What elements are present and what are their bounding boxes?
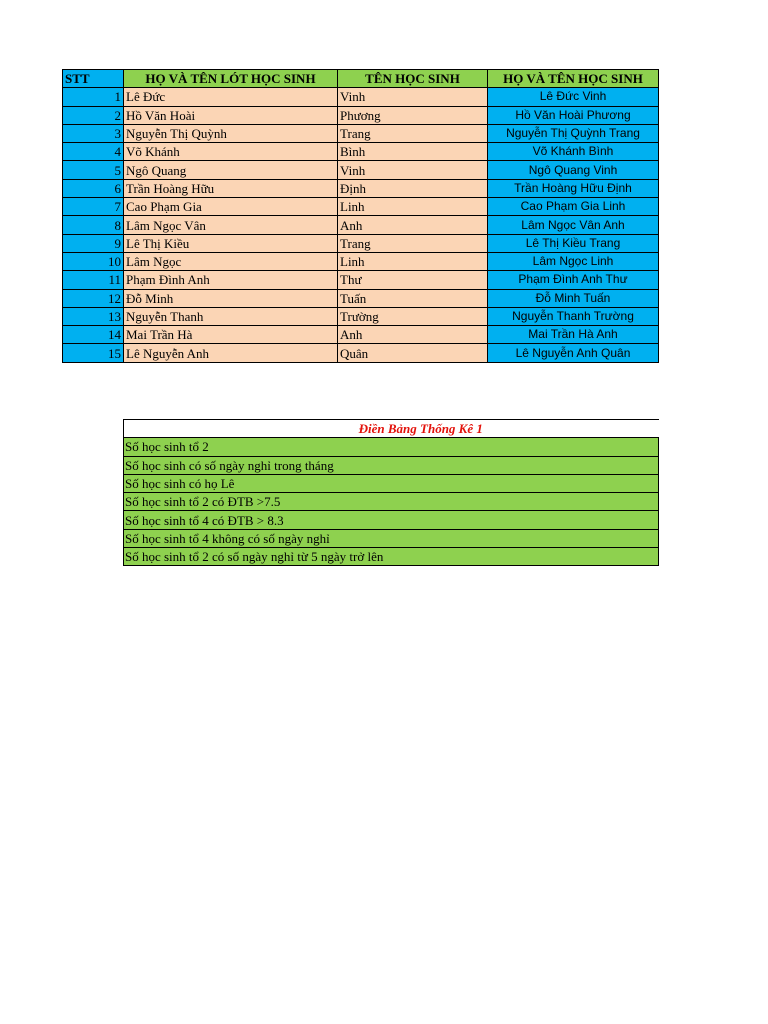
full-name-cell[interactable]: Nguyễn Thị Quỳnh Trang bbox=[488, 124, 659, 142]
first-name-cell[interactable]: Trang bbox=[338, 234, 488, 252]
stats-title-row bbox=[124, 420, 659, 438]
header-row bbox=[63, 70, 659, 88]
table-row bbox=[63, 161, 659, 179]
middle-name-cell[interactable]: Lê Nguyễn Anh bbox=[124, 344, 338, 362]
header-middle-name[interactable]: HỌ VÀ TÊN LÓT HỌC SINH bbox=[124, 70, 338, 88]
stt-cell[interactable]: 8 bbox=[63, 216, 124, 234]
student-table bbox=[62, 69, 659, 363]
first-name-cell[interactable]: Vinh bbox=[338, 88, 488, 106]
full-name-cell[interactable]: Đỗ Minh Tuấn bbox=[488, 289, 659, 307]
full-name-cell[interactable]: Ngô Quang Vinh bbox=[488, 161, 659, 179]
stt-cell[interactable]: 10 bbox=[63, 252, 124, 270]
stats-row bbox=[124, 493, 659, 511]
stats-item-cell[interactable]: Số học sinh tổ 2 có ĐTB >7.5 bbox=[124, 493, 659, 511]
stt-cell[interactable]: 5 bbox=[63, 161, 124, 179]
stt-cell[interactable]: 9 bbox=[63, 234, 124, 252]
header-first-name[interactable]: TÊN HỌC SINH bbox=[338, 70, 488, 88]
stats-row bbox=[124, 474, 659, 492]
table-row bbox=[63, 307, 659, 325]
full-name-cell[interactable]: Trần Hoàng Hữu Định bbox=[488, 179, 659, 197]
stt-cell[interactable]: 4 bbox=[63, 143, 124, 161]
stats-table bbox=[123, 419, 659, 566]
stt-cell[interactable]: 12 bbox=[63, 289, 124, 307]
middle-name-cell[interactable]: Mai Trần Hà bbox=[124, 326, 338, 344]
table-row bbox=[63, 143, 659, 161]
stats-row bbox=[124, 438, 659, 456]
table-row bbox=[63, 271, 659, 289]
stats-item-cell[interactable]: Số học sinh có số ngày nghỉ trong tháng bbox=[124, 456, 659, 474]
stats-table-body bbox=[124, 420, 659, 566]
full-name-cell[interactable]: Nguyễn Thanh Trường bbox=[488, 307, 659, 325]
stt-cell[interactable]: 11 bbox=[63, 271, 124, 289]
first-name-cell[interactable]: Phương bbox=[338, 106, 488, 124]
first-name-cell[interactable]: Định bbox=[338, 179, 488, 197]
middle-name-cell[interactable]: Đỗ Minh bbox=[124, 289, 338, 307]
table-row bbox=[63, 88, 659, 106]
middle-name-cell[interactable]: Lê Thị Kiều bbox=[124, 234, 338, 252]
middle-name-cell[interactable]: Nguyễn Thị Quỳnh bbox=[124, 124, 338, 142]
full-name-cell[interactable]: Lê Thị Kiều Trang bbox=[488, 234, 659, 252]
stt-cell[interactable]: 7 bbox=[63, 198, 124, 216]
stats-item-cell[interactable]: Số học sinh tổ 4 không có số ngày nghỉ bbox=[124, 529, 659, 547]
stats-item-cell[interactable]: Số học sinh tổ 2 có số ngày nghỉ từ 5 ngày trở lên bbox=[124, 548, 659, 566]
full-name-cell[interactable]: Lâm Ngọc Linh bbox=[488, 252, 659, 270]
stt-cell[interactable]: 13 bbox=[63, 307, 124, 325]
first-name-cell[interactable]: Anh bbox=[338, 326, 488, 344]
stats-row bbox=[124, 548, 659, 566]
stt-cell[interactable]: 3 bbox=[63, 124, 124, 142]
first-name-cell[interactable]: Vinh bbox=[338, 161, 488, 179]
middle-name-cell[interactable]: Ngô Quang bbox=[124, 161, 338, 179]
header-stt[interactable]: STT bbox=[63, 70, 124, 88]
full-name-cell[interactable]: Mai Trần Hà Anh bbox=[488, 326, 659, 344]
stt-cell[interactable]: 2 bbox=[63, 106, 124, 124]
first-name-cell[interactable]: Bình bbox=[338, 143, 488, 161]
middle-name-cell[interactable]: Hồ Văn Hoài bbox=[124, 106, 338, 124]
full-name-cell[interactable]: Võ Khánh Bình bbox=[488, 143, 659, 161]
first-name-cell[interactable]: Trường bbox=[338, 307, 488, 325]
middle-name-cell[interactable]: Cao Phạm Gia bbox=[124, 198, 338, 216]
first-name-cell[interactable]: Quân bbox=[338, 344, 488, 362]
table-row bbox=[63, 216, 659, 234]
stt-cell[interactable]: 1 bbox=[63, 88, 124, 106]
middle-name-cell[interactable]: Phạm Đình Anh bbox=[124, 271, 338, 289]
stats-row bbox=[124, 511, 659, 529]
full-name-cell[interactable]: Hồ Văn Hoài Phương bbox=[488, 106, 659, 124]
stats-item-cell[interactable]: Số học sinh tổ 2 bbox=[124, 438, 659, 456]
stats-row bbox=[124, 456, 659, 474]
full-name-cell[interactable]: Cao Phạm Gia Linh bbox=[488, 198, 659, 216]
full-name-cell[interactable]: Lê Nguyễn Anh Quân bbox=[488, 344, 659, 362]
table-row bbox=[63, 198, 659, 216]
table-row bbox=[63, 326, 659, 344]
middle-name-cell[interactable]: Lê Đức bbox=[124, 88, 338, 106]
table-row bbox=[63, 124, 659, 142]
middle-name-cell[interactable]: Võ Khánh bbox=[124, 143, 338, 161]
middle-name-cell[interactable]: Trần Hoàng Hữu bbox=[124, 179, 338, 197]
student-table-body bbox=[63, 88, 659, 362]
stt-cell[interactable]: 14 bbox=[63, 326, 124, 344]
middle-name-cell[interactable]: Nguyễn Thanh bbox=[124, 307, 338, 325]
full-name-cell[interactable]: Phạm Đình Anh Thư bbox=[488, 271, 659, 289]
header-full-name[interactable]: HỌ VÀ TÊN HỌC SINH bbox=[488, 70, 659, 88]
first-name-cell[interactable]: Linh bbox=[338, 252, 488, 270]
first-name-cell[interactable]: Tuấn bbox=[338, 289, 488, 307]
stt-cell[interactable]: 6 bbox=[63, 179, 124, 197]
stats-item-cell[interactable]: Số học sinh tổ 4 có ĐTB > 8.3 bbox=[124, 511, 659, 529]
full-name-cell[interactable]: Lê Đức Vinh bbox=[488, 88, 659, 106]
stats-title[interactable]: Điền Bảng Thống Kê 1 bbox=[124, 420, 659, 438]
table-row bbox=[63, 344, 659, 362]
first-name-cell[interactable]: Thư bbox=[338, 271, 488, 289]
table-row bbox=[63, 179, 659, 197]
stats-row bbox=[124, 529, 659, 547]
middle-name-cell[interactable]: Lâm Ngọc bbox=[124, 252, 338, 270]
stats-item-cell[interactable]: Số học sinh có họ Lê bbox=[124, 474, 659, 492]
first-name-cell[interactable]: Trang bbox=[338, 124, 488, 142]
middle-name-cell[interactable]: Lâm Ngọc Vân bbox=[124, 216, 338, 234]
first-name-cell[interactable]: Linh bbox=[338, 198, 488, 216]
stt-cell[interactable]: 15 bbox=[63, 344, 124, 362]
table-row bbox=[63, 289, 659, 307]
first-name-cell[interactable]: Anh bbox=[338, 216, 488, 234]
table-row bbox=[63, 252, 659, 270]
table-row bbox=[63, 106, 659, 124]
table-row bbox=[63, 234, 659, 252]
full-name-cell[interactable]: Lâm Ngọc Vân Anh bbox=[488, 216, 659, 234]
